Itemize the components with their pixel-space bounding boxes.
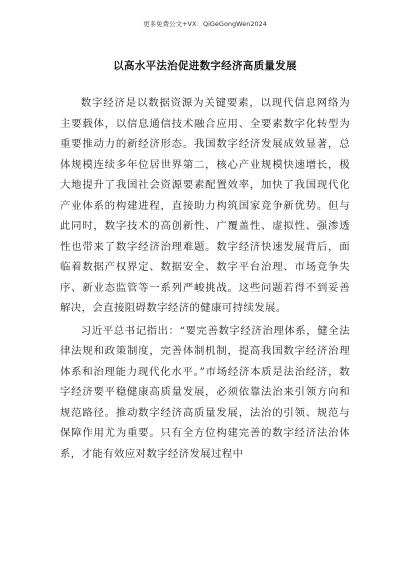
document-title: 以高水平法治促进数字经济高质量发展 bbox=[113, 60, 297, 72]
body-paragraph: 数字经济是以数据资源为关键要素，以现代信息网络为主要载体，以信息通信技术融合应用、全要素数字化转型为重要推动力的新经济形态。我国数字经济发展成效显著，总体规模连续多年位居世界第二，核心产业规模快速增长，极大地提升了我国社会资源要素配置效率，加快了我国现代化产业体系的构建进程，直接助力构筑国家竞争新优势。但与此同时，数字技术的高创新性、广覆盖性、虚拟性、强渗透性也带来了数字经济治理难题。数字经济快速发展背后，面临着数据产权界定、数据安全、数字平台治理、市场竞争失序、新业态监管等一系列严峻挑战。这些问题若得不到妥善解决，会直接阻碍数字经济的健康可持续发展。 bbox=[60, 97, 350, 314]
header-note: 更多免费公文+VX：QiGeGongWen2024 bbox=[143, 20, 267, 28]
body-paragraph: 习近平总书记指出：“要完善数字经济治理体系，健全法律法规和政策制度，完善体制机制，提高我国数字经济治理体系和治理能力现代化水平。”市场经济本质是法治经济，数字经济要平稳健康高质量发展，必须依靠法治来引领方向和规范路径。推动数字经济高质量发展，法治的引领、规范与保障作用尤为重要。只有全方位构建完善的数字经济法治体系，才能有效应对数字经济发展过程中 bbox=[60, 324, 350, 460]
document-body bbox=[60, 93, 350, 464]
